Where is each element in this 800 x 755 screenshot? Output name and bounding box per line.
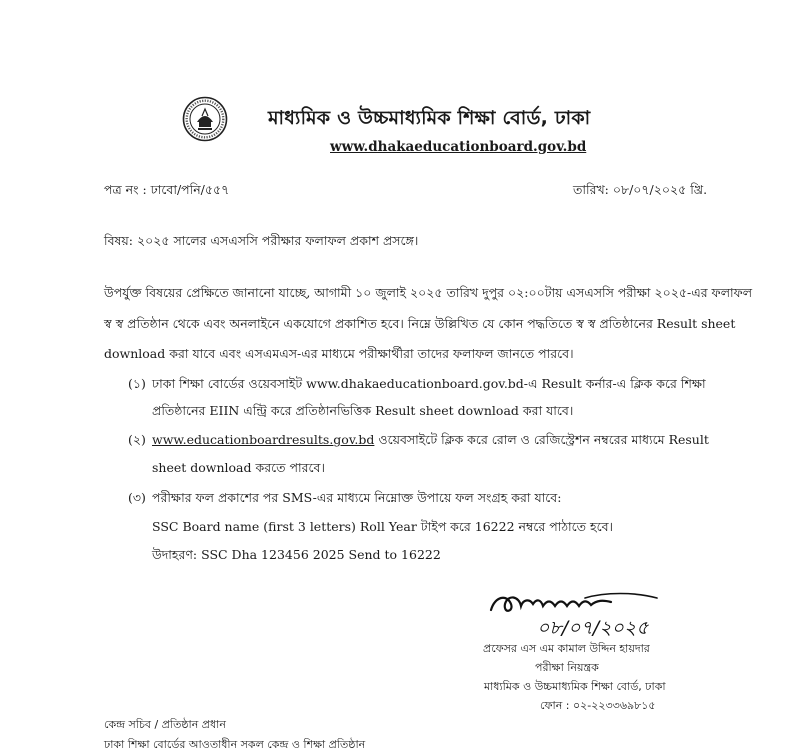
body-paragraph-line: উপর্যুক্ত বিষয়ের প্রেক্ষিতে জানানো যাচ্ছে, আগামী ১০ জুলাই ২০২৫ তারিখ দুপুর ০২:০০টায় এসএসসি পরীক্ষা ২০২৫-এর ফলাফল <box>104 285 753 300</box>
signatory-organization: মাধ্যমিক ও উচ্চমাধ্যমিক শিক্ষা বোর্ড, ঢাকা <box>484 680 666 693</box>
memo-date: তারিখ: ০৮/০৭/২০২৫ খ্রি. <box>573 182 708 197</box>
list-item-text: ঢাকা শিক্ষা বোর্ডের ওয়েবসাইট www.dhakaeducationboard.gov.bd-এ Result কর্নার-এ ক্লিক করে শিক্ষা <box>152 376 706 391</box>
body-paragraph-line: স্ব স্ব প্রতিষ্ঠান থেকে এবং অনলাইনে একযোগে প্রকাশিত হবে। নিম্নে উল্লিখিত যে কোন পদ্ধতিতে স্ব স্ব প্রতিষ্ঠানের Result sheet <box>104 316 736 331</box>
board-seal-logo <box>182 96 228 142</box>
list-item-text <box>152 432 709 452</box>
list-item-text: পরীক্ষার ফল প্রকাশের পর SMS-এর মাধ্যমে নিম্নোক্ত উপায়ে ফল সংগ্রহ করা যাবে: <box>152 490 562 505</box>
handwritten-date: ০৮/০৭/২০২৫ <box>537 617 649 639</box>
recipient-line: কেন্দ্র সচিব / প্রতিষ্ঠান প্রধান <box>104 718 226 731</box>
memo-number: পত্র নং : ঢাবো/পনি/৫৫৭ <box>104 182 230 197</box>
list-item-text-rest: ওয়েবসাইটে ক্লিক করে রোল ও রেজিস্ট্রেশন নম্বরের মাধ্যমে Result <box>374 432 709 447</box>
body-paragraph-line: download করা যাবে এবং এসএমএস-এর মাধ্যমে পরীক্ষার্থীরা তাদের ফলাফল জানতে পারবে। <box>104 346 574 361</box>
board-name: মাধ্যমিক ও উচ্চমাধ্যমিক শিক্ষা বোর্ড, ঢাকা <box>268 107 591 129</box>
results-website-link[interactable]: www.educationboardresults.gov.bd <box>152 432 375 447</box>
sms-example-text: উদাহরণ: SSC Dha 123456 2025 Send to 16222 <box>152 547 441 562</box>
signatory-phone: ফোন : ০২-২২৩৩৬৯৮১৫ <box>540 699 656 712</box>
list-item-number: (৩) <box>128 490 146 505</box>
subject-line: বিষয়: ২০২৫ সালের এসএসসি পরীক্ষার ফলাফল প্রকাশ প্রসঙ্গে। <box>104 233 419 248</box>
list-item-text: প্রতিষ্ঠানের EIIN এন্ট্রি করে প্রতিষ্ঠানভিত্তিক Result sheet download করা যাবে। <box>152 403 574 418</box>
handwritten-signature <box>485 588 665 648</box>
signatory-designation: পরীক্ষা নিয়ন্ত্রক <box>535 661 599 674</box>
sms-format-text: SSC Board name (first 3 letters) Roll Year টাইপ করে 16222 নম্বরে পাঠাতে হবে। <box>152 519 614 534</box>
list-item-number: (১) <box>128 376 146 391</box>
board-website-link[interactable]: www.dhakaeducationboard.gov.bd <box>330 139 587 155</box>
list-item-number: (২) <box>128 432 146 447</box>
signatory-name: প্রফেসর এস এম কামাল উদ্দিন হায়দার <box>483 642 650 655</box>
list-item-text: sheet download করতে পারবে। <box>152 460 325 475</box>
recipient-line: ঢাকা শিক্ষা বোর্ডের আওতাধীন সকল কেন্দ্র ও শিক্ষা প্রতিষ্ঠান <box>104 738 366 751</box>
